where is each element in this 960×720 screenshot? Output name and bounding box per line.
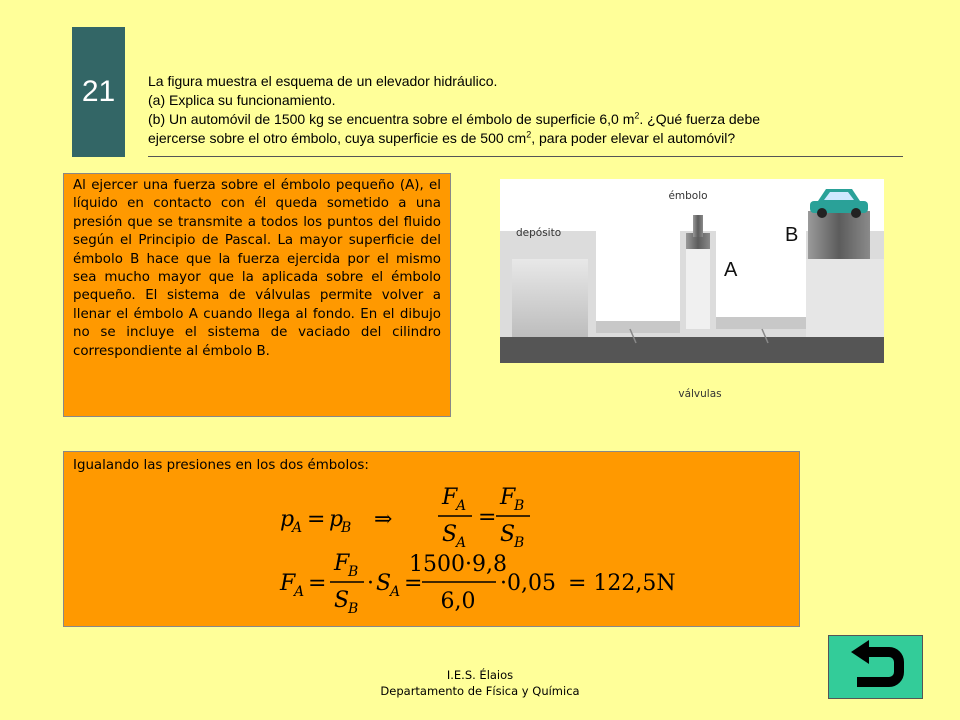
- svg-text:B: B: [341, 520, 352, 536]
- svg-text:F: F: [500, 485, 516, 510]
- svg-text:F: F: [334, 551, 350, 576]
- svg-text:p: p: [329, 507, 344, 532]
- small-cylinder: [686, 249, 710, 329]
- piston-b: [808, 211, 870, 259]
- solution-equations: [64, 452, 799, 626]
- label-b: B: [785, 224, 799, 246]
- svg-text:⇒: ⇒: [374, 507, 393, 532]
- footer-department: Departamento de Física y Química: [380, 684, 580, 698]
- solution-box: [63, 451, 800, 627]
- return-button[interactable]: [828, 635, 923, 699]
- header-divider: [148, 156, 903, 157]
- svg-text:S: S: [334, 588, 350, 613]
- svg-text:S: S: [442, 522, 458, 547]
- cylinder-b-liquid: [716, 317, 806, 329]
- svg-text:A: A: [292, 520, 303, 536]
- svg-text:F: F: [280, 571, 296, 596]
- label-a: A: [724, 259, 738, 281]
- svg-text:·: ·: [367, 571, 374, 596]
- return-arrow-icon: [829, 636, 922, 698]
- piston-a-rod: [693, 215, 703, 237]
- footer: [0, 667, 960, 699]
- force-calculation: [279, 551, 676, 617]
- exercise-number: 21: [81, 75, 116, 108]
- svg-text:A: A: [456, 498, 467, 514]
- label-valvulas: válvulas: [678, 388, 722, 400]
- cylinder-a-liquid: [596, 321, 680, 333]
- reservoir-liquid: [512, 259, 588, 337]
- pressure-equality: [280, 507, 392, 536]
- svg-text:A: A: [390, 584, 401, 600]
- label-deposito: depósito: [516, 227, 562, 239]
- cylinder-a-chamber: [596, 231, 680, 329]
- solution-intro: Igualando las presiones en los dos émbolos:: [73, 458, 369, 473]
- svg-text:B: B: [348, 601, 359, 617]
- svg-text:B: B: [514, 498, 525, 514]
- svg-text:=: =: [404, 571, 423, 596]
- svg-text:S: S: [500, 522, 516, 547]
- question-line-4: ejercerse sobre el otro émbolo, cuya superficie es de 500 $cm^2$, para poder elevar el automóvil?: [148, 129, 736, 146]
- svg-text:F: F: [442, 485, 458, 510]
- svg-text:p: p: [280, 507, 295, 532]
- hydraulic-lift-diagram: [500, 179, 884, 403]
- svg-text:= 122,5N: = 122,5N: [568, 571, 676, 596]
- footer-school: I.E.S. Élaios: [446, 668, 514, 682]
- ratio-equality: [438, 485, 530, 551]
- svg-text:6,0: 6,0: [440, 589, 476, 614]
- svg-text:B: B: [514, 535, 525, 551]
- question-line-1: La figura muestra el esquema de un elevador hidráulico.: [148, 73, 498, 89]
- question-text: [148, 72, 908, 148]
- exercise-number-badge: [72, 27, 125, 157]
- explanation-text: Al ejercer una fuerza sobre el émbolo pequeño (A), el líquido en contacto con él queda sometido a una presión que se transmite a todos los puntos del fluido según el Principio de Pascal. La mayor superficie del émbolo B hace que la fuerza ejercida por el mismo sea mucho mayor que la aplicada sobre el émbolo pequeño. El sistema de válvulas permite volver a llenar el émbolo A cuando llega al fondo. En el dibujo no se incluye el sistema de vaciado del cilindro correspondiente al émbolo B.: [73, 178, 441, 359]
- svg-text:=: =: [478, 505, 497, 530]
- svg-text:A: A: [294, 584, 305, 600]
- svg-text:B: B: [348, 564, 359, 580]
- question-line-2: (a) Explica su funcionamiento.: [148, 92, 336, 108]
- svg-text:=: =: [307, 507, 326, 532]
- question-line-3: (b) Un automóvil de 1500 kg se encuentra sobre el émbolo de superficie 6,0 $m^2$. ¿Qué fuerza debe: [148, 110, 761, 127]
- svg-text:·0,05: ·0,05: [500, 571, 556, 596]
- label-embolo: émbolo: [668, 190, 708, 202]
- svg-text:=: =: [308, 571, 327, 596]
- svg-text:S: S: [376, 571, 392, 596]
- svg-text:A: A: [456, 535, 467, 551]
- cylinder-b-body: [806, 259, 884, 337]
- base-channel: [500, 337, 884, 363]
- svg-text:1500·9,8: 1500·9,8: [409, 552, 507, 577]
- explanation-box: [63, 173, 451, 417]
